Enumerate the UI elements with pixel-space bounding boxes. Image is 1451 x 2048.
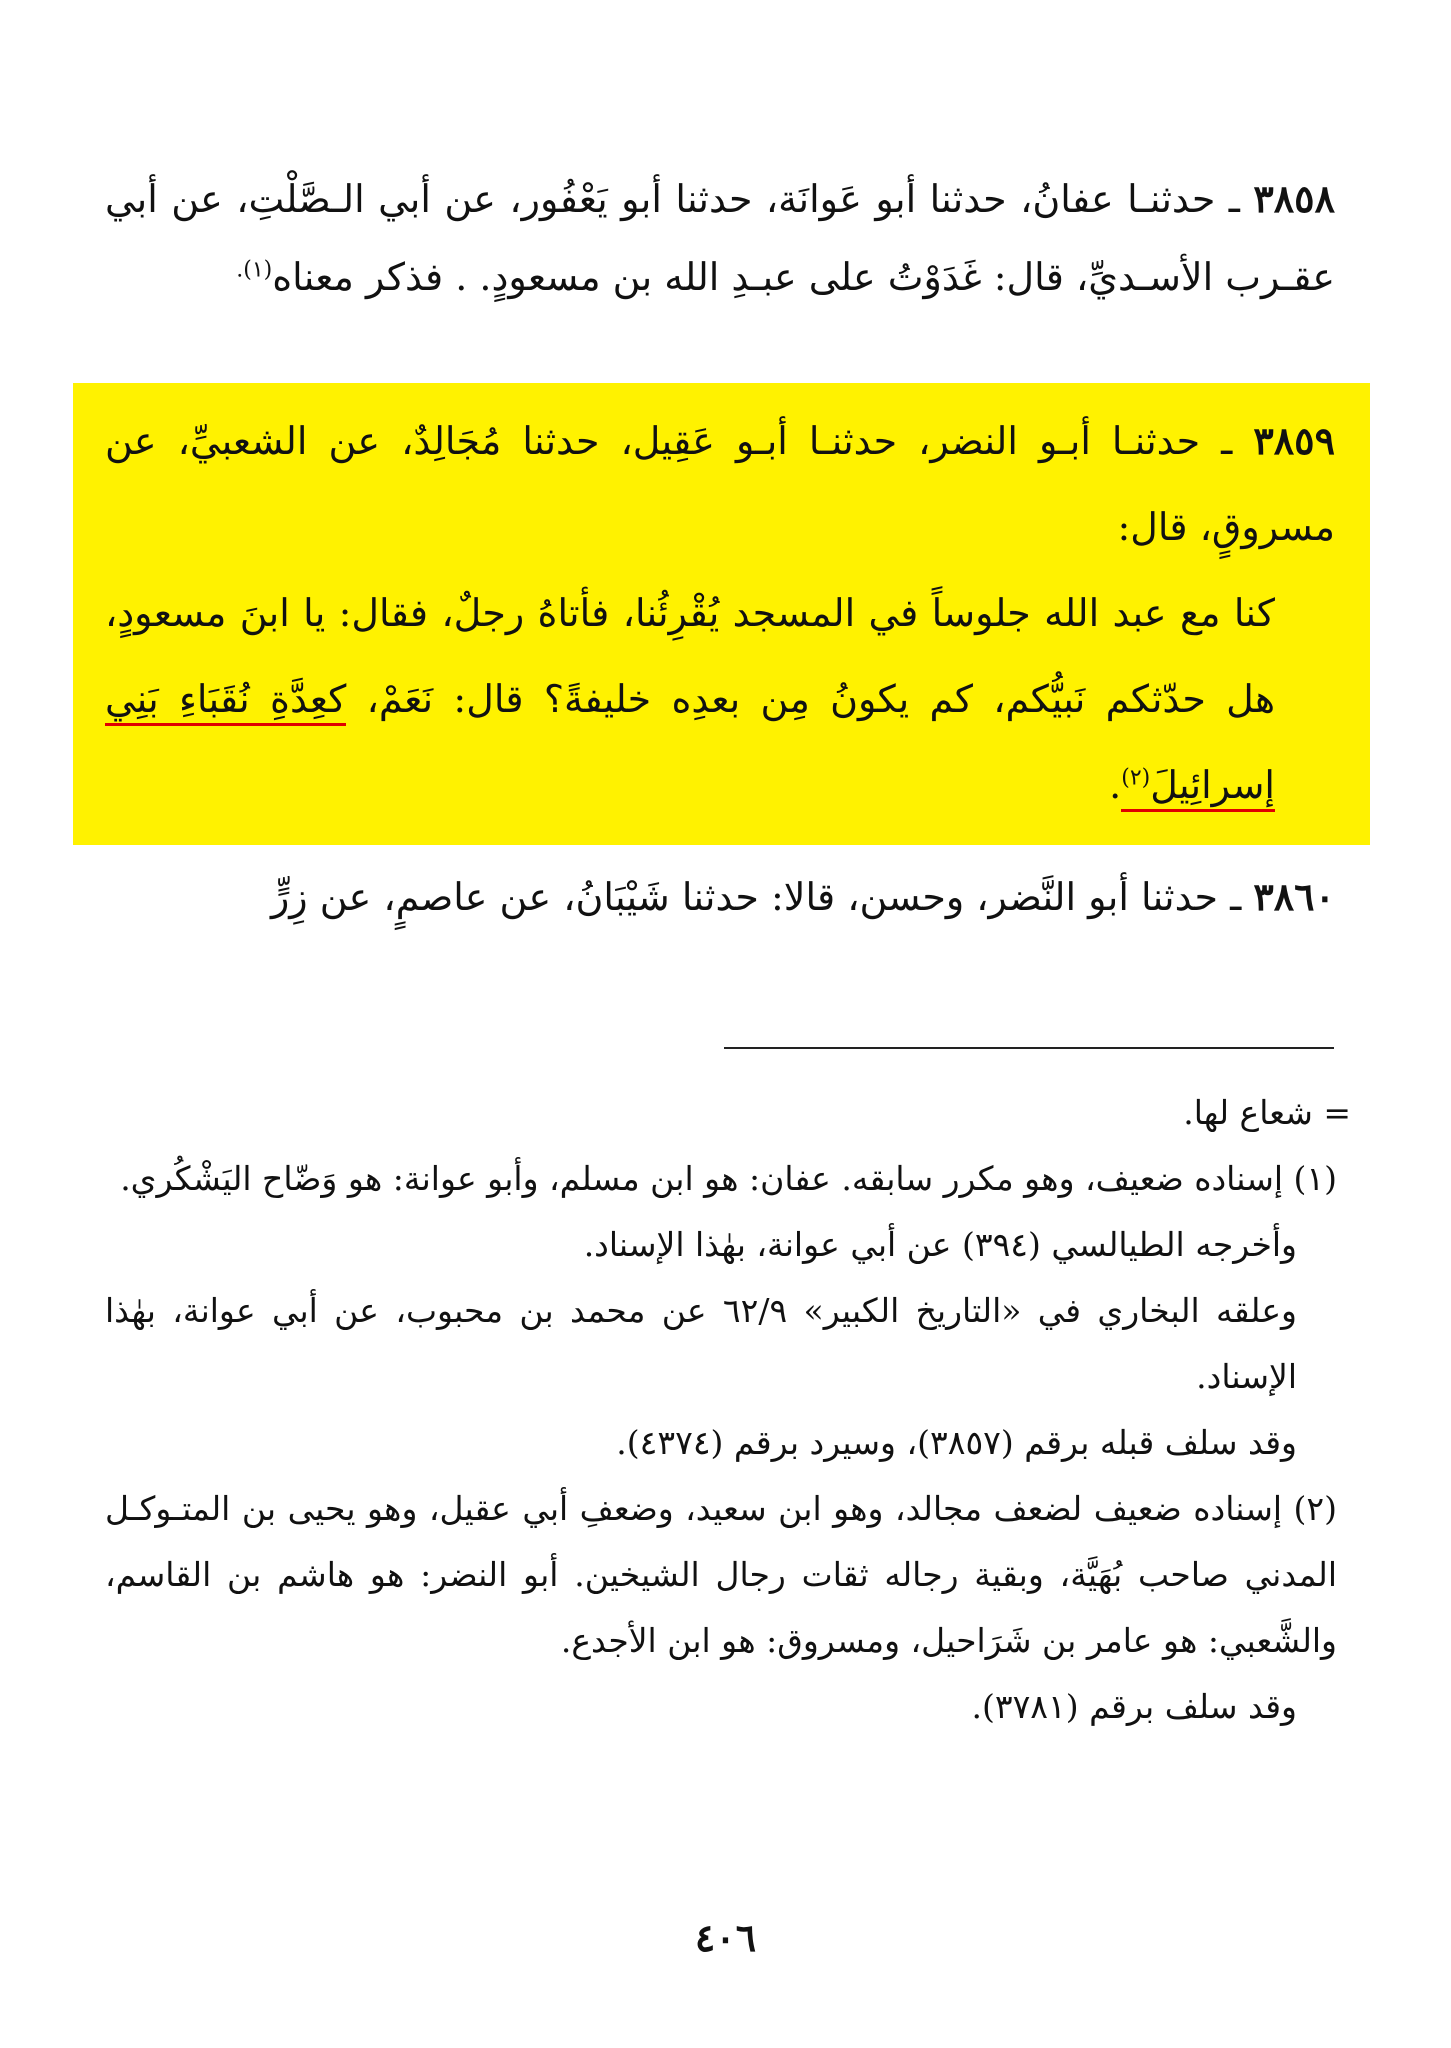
footnote-2: (٢) إسناده ضعيف لضعف مجالد، وهو ابن سعيد، وضعفِ أبي عقيل، وهو يحيى بن المتـوكـل المدني صاحب بُهَيَّة، وبقية رجاله ثقات رجال الشيخين. أبو النضر: هو هاشم بن القاسم، والشَّعبي: هو عامر بن شَرَاحيل، ومسروق: هو ابن الأجدع.	[105, 1489, 1337, 1660]
hadith-isnad: ـ حدثنـا أبـو النضر، حدثنـا أبـو عَقِيل، حدثنا مُجَالِدٌ، عن الشعبيِّ، عن مسروقٍ، قال:	[105, 419, 1335, 549]
hadith-end: .	[1109, 763, 1122, 807]
hadith-text: ـ حدثنـا عفانُ، حدثنا أبو عَوانَة، حدثنا أبو يَعْفُور، عن أبي الـصَّلْتِ، عن أبي عقـرب الأسـديِّ، قال: غَدَوْتُ على عبـدِ الله بن مسعودٍ. . فذكر معناه	[105, 177, 1335, 299]
hadith-matn: كنا مع عبد الله جلوساً في المسجد يُقْرِئُنا، فأتاهُ رجلٌ، فقال: يا ابنَ مسعودٍ، هل حدّثكم نَبيُّكم، كم يكونُ مِن بعدِه خليفةً؟ قال: نَعَمْ،	[105, 591, 1275, 721]
footnote-1: (١) إسناده ضعيف، وهو مكرر سابقه. عفان: هو ابن مسلم، وأبو عوانة: هو وَضّاح اليَشْكُري.	[120, 1159, 1337, 1198]
page-number: ٤٠٦	[694, 1915, 757, 1960]
hadith-3858	[105, 160, 1335, 316]
hadith-3859	[105, 398, 1335, 828]
footnote-1-line: وقد سلف قبله برقم (٣٨٥٧)، وسيرد برقم (٤٣٧٤).	[616, 1423, 1297, 1462]
footnote-divider	[724, 1047, 1334, 1049]
footnote-ref: (١).	[236, 257, 273, 283]
hadith-text: ـ حدثنا أبو النَّضر، وحسن، قالا: حدثنا شَيْبَانُ، عن عاصمٍ، عن زِرٍّ	[270, 875, 1242, 919]
hadith-3860-paragraph	[105, 858, 1335, 936]
footnotes	[105, 1080, 1351, 1740]
footnote-ref: (٢)	[1121, 765, 1151, 791]
footnote-1-line: وأخرجه الطيالسي (٣٩٤) عن أبي عوانة، بهٰذا الإسناد.	[583, 1225, 1297, 1264]
hadith-number: ٣٨٦٠	[1253, 874, 1335, 919]
hadith-3858-paragraph	[105, 160, 1335, 316]
hadith-number: ٣٨٥٨	[1253, 176, 1335, 221]
underlined-text: كعِدَّةِ نُقَبَاءِ بَنِي إسرائِيلَ	[105, 677, 1275, 807]
hadith-3859-isnad	[105, 398, 1335, 570]
footnote-continuation: = شعاع لها.	[1183, 1093, 1351, 1132]
footnote-1-line: وعلقه البخاري في «التاريخ الكبير» ٦٢/٩ عن محمد بن محبوب، عن أبي عوانة، بهٰذا الإسناد.	[105, 1291, 1297, 1396]
hadith-3860	[105, 858, 1335, 936]
hadith-3859-matn	[105, 570, 1335, 828]
hadith-number: ٣٨٥٩	[1253, 418, 1335, 463]
footnote-2-line: وقد سلف برقم (٣٧٨١).	[971, 1687, 1297, 1726]
